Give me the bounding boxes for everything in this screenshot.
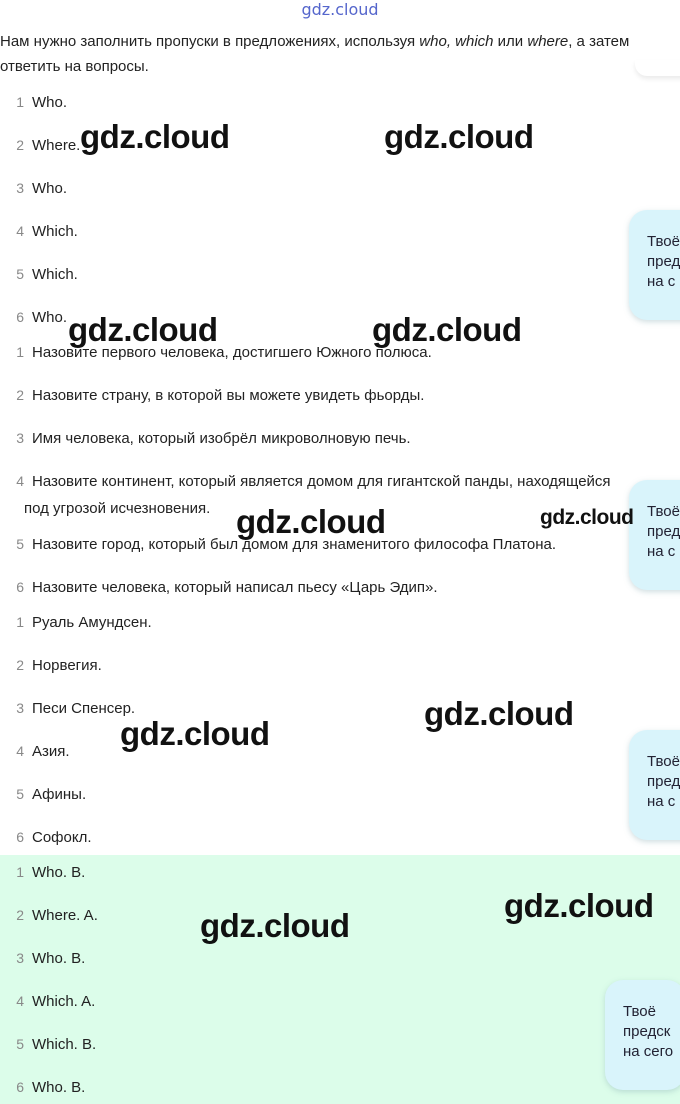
item-text: Which. bbox=[32, 266, 78, 283]
suggestion-bubble[interactable] bbox=[629, 730, 680, 840]
list-item bbox=[0, 263, 78, 285]
item-text: Who. B. bbox=[32, 950, 86, 967]
watermark: gdz.cloud bbox=[540, 506, 634, 529]
list-item bbox=[0, 654, 102, 676]
item-text: Where. bbox=[32, 137, 81, 154]
intro-italic-words: who, which bbox=[419, 33, 494, 50]
item-text: Норвегия. bbox=[32, 657, 102, 674]
list-item bbox=[0, 1033, 96, 1055]
item-text: Песи Спенсер. bbox=[32, 700, 136, 717]
list-item bbox=[0, 1076, 85, 1098]
list-item bbox=[0, 990, 95, 1012]
watermark: gdz.cloud bbox=[80, 118, 230, 155]
item-number: 3 bbox=[16, 430, 24, 446]
watermark: gdz.cloud bbox=[384, 118, 534, 155]
watermark: gdz.cloud bbox=[372, 311, 522, 348]
list-item bbox=[0, 697, 135, 719]
item-number: 5 bbox=[16, 266, 24, 282]
item-text: Who. bbox=[32, 180, 68, 197]
task-intro bbox=[0, 29, 660, 79]
item-text: Who. bbox=[32, 309, 68, 326]
item-text: Where. A. bbox=[32, 907, 98, 924]
list-item bbox=[0, 576, 438, 598]
intro-italic-where: where bbox=[527, 33, 569, 50]
bubble-line: Твоё bbox=[647, 753, 680, 770]
item-number: 3 bbox=[16, 700, 24, 716]
list-item bbox=[0, 783, 86, 805]
item-number: 4 bbox=[16, 223, 24, 239]
suggestion-bubble[interactable] bbox=[629, 480, 680, 590]
list-item bbox=[0, 427, 411, 449]
bubble-line: Твоё bbox=[623, 1003, 656, 1020]
item-number: 2 bbox=[16, 907, 24, 923]
item-text-continuation: под угрозой исчезновения. bbox=[24, 500, 211, 517]
list-item bbox=[0, 611, 152, 633]
list-item bbox=[0, 91, 67, 113]
item-text: Which. bbox=[32, 223, 78, 240]
list-item bbox=[0, 826, 92, 848]
item-text: Назовите первого человека, достигшего Южного полюса. bbox=[32, 344, 432, 361]
watermark: gdz.cloud bbox=[68, 311, 218, 348]
item-number: 1 bbox=[16, 614, 24, 630]
suggestion-bubble[interactable] bbox=[629, 210, 680, 320]
item-text: Назовите страну, в которой вы можете увидеть фьорды. bbox=[32, 387, 425, 404]
intro-tail: , а затем ответить на вопросы. bbox=[0, 33, 630, 75]
item-text: Азия. bbox=[32, 743, 70, 760]
item-number: 6 bbox=[16, 309, 24, 325]
bubble-line: пред bbox=[647, 773, 680, 790]
item-text: Афины. bbox=[32, 786, 87, 803]
item-text: Who. B. bbox=[32, 864, 86, 881]
list-item bbox=[0, 177, 67, 199]
watermark: gdz.cloud bbox=[504, 887, 654, 924]
list-item bbox=[0, 861, 85, 883]
list-item bbox=[0, 947, 85, 969]
list-item bbox=[0, 134, 80, 156]
item-number: 4 bbox=[16, 743, 24, 759]
item-text: Назовите человека, который написал пьесу «Царь Эдип». bbox=[32, 579, 438, 596]
item-text: Which. A. bbox=[32, 993, 96, 1010]
bubble-line: на сего bbox=[623, 1043, 674, 1060]
item-number: 6 bbox=[16, 1079, 24, 1095]
item-text: Who. B. bbox=[32, 1079, 86, 1096]
item-number: 4 bbox=[16, 473, 24, 489]
list-item bbox=[0, 740, 70, 762]
item-number: 6 bbox=[16, 829, 24, 845]
item-text: Имя человека, который изобрёл микроволновую печь. bbox=[32, 430, 411, 447]
item-number: 3 bbox=[16, 950, 24, 966]
list-item bbox=[0, 470, 611, 492]
item-number: 3 bbox=[16, 180, 24, 196]
item-text: Назовите город, который был домом для знаменитого философа Платона. bbox=[32, 536, 557, 553]
item-number: 4 bbox=[16, 993, 24, 1009]
item-number: 1 bbox=[16, 344, 24, 360]
bubble-line: предск bbox=[623, 1023, 671, 1040]
list-item bbox=[0, 220, 78, 242]
item-number: 5 bbox=[16, 786, 24, 802]
bubble-line: Твоё bbox=[647, 503, 680, 520]
item-number: 5 bbox=[16, 1036, 24, 1052]
bubble-line: на с bbox=[647, 793, 676, 810]
item-number: 2 bbox=[16, 137, 24, 153]
item-text: Руаль Амундсен. bbox=[32, 614, 152, 631]
watermark: gdz.cloud bbox=[120, 715, 270, 752]
item-text: Which. B. bbox=[32, 1036, 97, 1053]
list-item bbox=[0, 384, 424, 406]
item-number: 1 bbox=[16, 864, 24, 880]
item-number: 1 bbox=[16, 94, 24, 110]
item-text: Who. bbox=[32, 94, 68, 111]
item-text: Назовите континент, который является домом для гигантской панды, находящейся bbox=[32, 473, 611, 490]
intro-text: Нам нужно заполнить пропуски в предложениях, используя bbox=[0, 33, 420, 50]
bubble-line: пред bbox=[647, 253, 680, 270]
item-text: Софокл. bbox=[32, 829, 92, 846]
watermark: gdz.cloud bbox=[236, 503, 386, 540]
bubble-line: пред bbox=[647, 523, 680, 540]
watermark: gdz.cloud bbox=[424, 695, 574, 732]
item-number: 5 bbox=[16, 536, 24, 552]
item-number: 2 bbox=[16, 387, 24, 403]
intro-or: или bbox=[493, 33, 528, 50]
list-item bbox=[0, 904, 98, 926]
bubble-line: на с bbox=[647, 543, 676, 560]
item-number: 2 bbox=[16, 657, 24, 673]
list-item bbox=[0, 306, 67, 328]
bubble-line: на с bbox=[647, 273, 676, 290]
site-logo[interactable]: gdz.cloud bbox=[301, 0, 379, 19]
item-number: 6 bbox=[16, 579, 24, 595]
bubble-line: Твоё bbox=[647, 233, 680, 250]
watermark: gdz.cloud bbox=[200, 907, 350, 944]
suggestion-bubble[interactable] bbox=[605, 980, 680, 1090]
